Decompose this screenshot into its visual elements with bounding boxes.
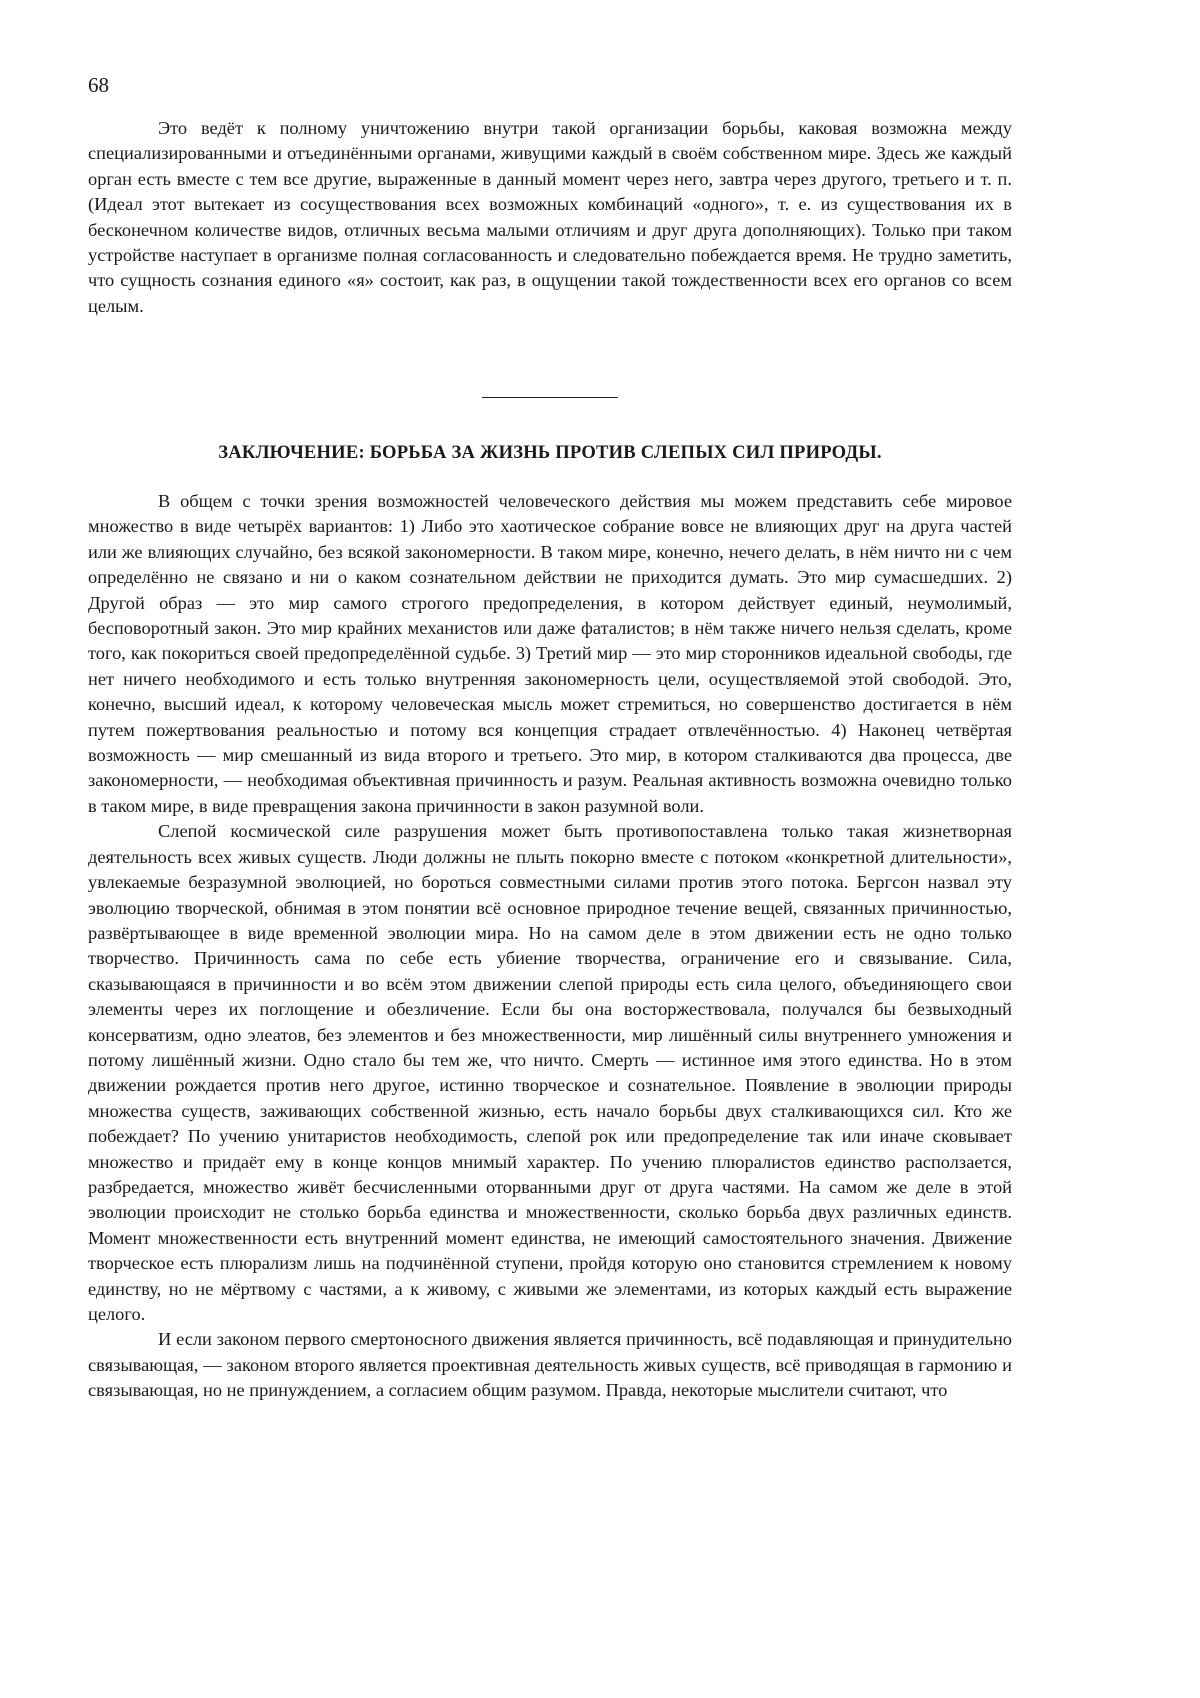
paragraph: И если законом первого смертоносного движения является причинность, всё подавляющая и принудительно связывающая, — законом второго является проективная деятельность живых существ, всё приводящая в гармонию и связывающая, но не принуждением, а согласием общим разумом. Правда, некоторые мыслители считают, что xyxy=(88,1329,1012,1401)
conclusion-text-section xyxy=(88,489,1012,1404)
section-separator xyxy=(482,397,618,398)
page-number: 68 xyxy=(88,73,109,97)
paragraph: Слепой космической силе разрушения может быть противопоставлена только такая жизнетворная деятельность всех живых существ. Люди должны не плыть покорно вместе с потоком «конкретной длительности», увлекаемые безразумной эволюцией, но бороться совместными силами против этого потока. Бергсон назвал эту эволюцию творческой, обнимая в этом понятии всё основное природное течение вещей, связанных причинностью, развёртывающее в виде временной эволюции мира. Но на самом деле в этом движении есть не одно только творчество. Причинность сама по себе есть убиение творчества, ограничение его и связывание. Сила, сказывающаяся в причинности и во всём этом движении слепой природы есть сила целого, объединяющего свои элементы через их поглощение и обезличение. Если бы она восторжествовала, получался бы безвыходный консерватизм, одно элеатов, без элементов и без множественности, мир лишённый силы внутреннего умножения и потому лишённый жизни. Одно стало бы тем же, что ничто. Смерть — истинное имя этого единства. Но в этом движении рождается против него другое, истинно творческое и сознательное. Появление в эволюции природы множества существ, заживающих собственной жизнью, есть начало борьбы двух сталкивающихся сил. Кто же побеждает? По учению унитаристов необходимость, слепой рок или предопределение так или иначе сковывает множество и придаёт ему в конце концов мнимый характер. По учению плюралистов единство расползается, разбредается, множество живёт бесчисленными оторванными друг от друга частями. На самом же деле в этой эволюции происходит не столько борьба единства и множественности, сколько борьба двух различных единств. Момент множественности есть внутренний момент единства, не имеющий самостоятельного значения. Движение творческое есть плюрализм лишь на подчинённой ступени, пройдя которую оно становится стремлением к новому единству, но не мёртвому с частями, а к живому, с живыми же элементами, из которых каждый есть выражение целого. xyxy=(88,821,1012,1324)
top-text-section xyxy=(88,116,1012,319)
paragraph: Это ведёт к полному уничтожению внутри такой организации борьбы, каковая возможна между специализированными и отъединёнными органами, живущими каждый в своём собственном мире. Здесь же каждый орган есть вместе с тем все другие, выраженные в данный момент через него, завтра через другого, третьего и т. п. (Идеал этот вытекает из сосуществования всех возможных комбинаций «одного», т. е. из существования их в бесконечном количестве видов, отличных весьма малыми отличиям и друг друга дополняющих). Только при таком устройстве наступает в организме полная согласованность и следовательно побеждается время. Не трудно заметить, что сущность сознания единого «я» состоит, как раз, в ощущении такой тождественности всех его органов со всем целым. xyxy=(88,118,1012,316)
section-heading: ЗАКЛЮЧЕНИЕ: БОРЬБА ЗА ЖИЗНЬ ПРОТИВ СЛЕПЫХ СИЛ ПРИРОДЫ. xyxy=(218,442,882,463)
paragraph: В общем с точки зрения возможностей человеческого действия мы можем представить себе мировое множество в виде четырёх вариантов: 1) Либо это хаотическое собрание вовсе не влияющих друг на друга частей или же влияющих случайно, без всякой закономерности. В таком мире, конечно, нечего делать, в нём ничто ни с чем определённо не связано и ни о каком сознательном действии не приходится думать. Это мир сумасшедших. 2) Другой образ — это мир самого строгого предопределения, в котором действует единый, неумолимый, бесповоротный закон. Это мир крайних механистов или даже фаталистов; в нём также ничего нельзя сделать, кроме того, как покориться своей предопределённой судьбе. 3) Третий мир — это мир сторонников идеальной свободы, где нет ничего необходимого и есть только внутренняя закономерность цели, осуществляемой этой свободой. Это, конечно, высший идеал, к которому человеческая мысль может стремиться, но совершенство достигается в нём путем пожертвования реальностью и потому вся концепция страдает отвлечённостью. 4) Наконец четвёртая возможность — мир смешанный из вида второго и третьего. Это мир, в котором сталкиваются два процесса, две закономерности, — необходимая объективная причинность и разум. Реальная активность возможна очевидно только в таком мире, в виде превращения закона причинности в закон разумной воли. xyxy=(88,491,1012,816)
